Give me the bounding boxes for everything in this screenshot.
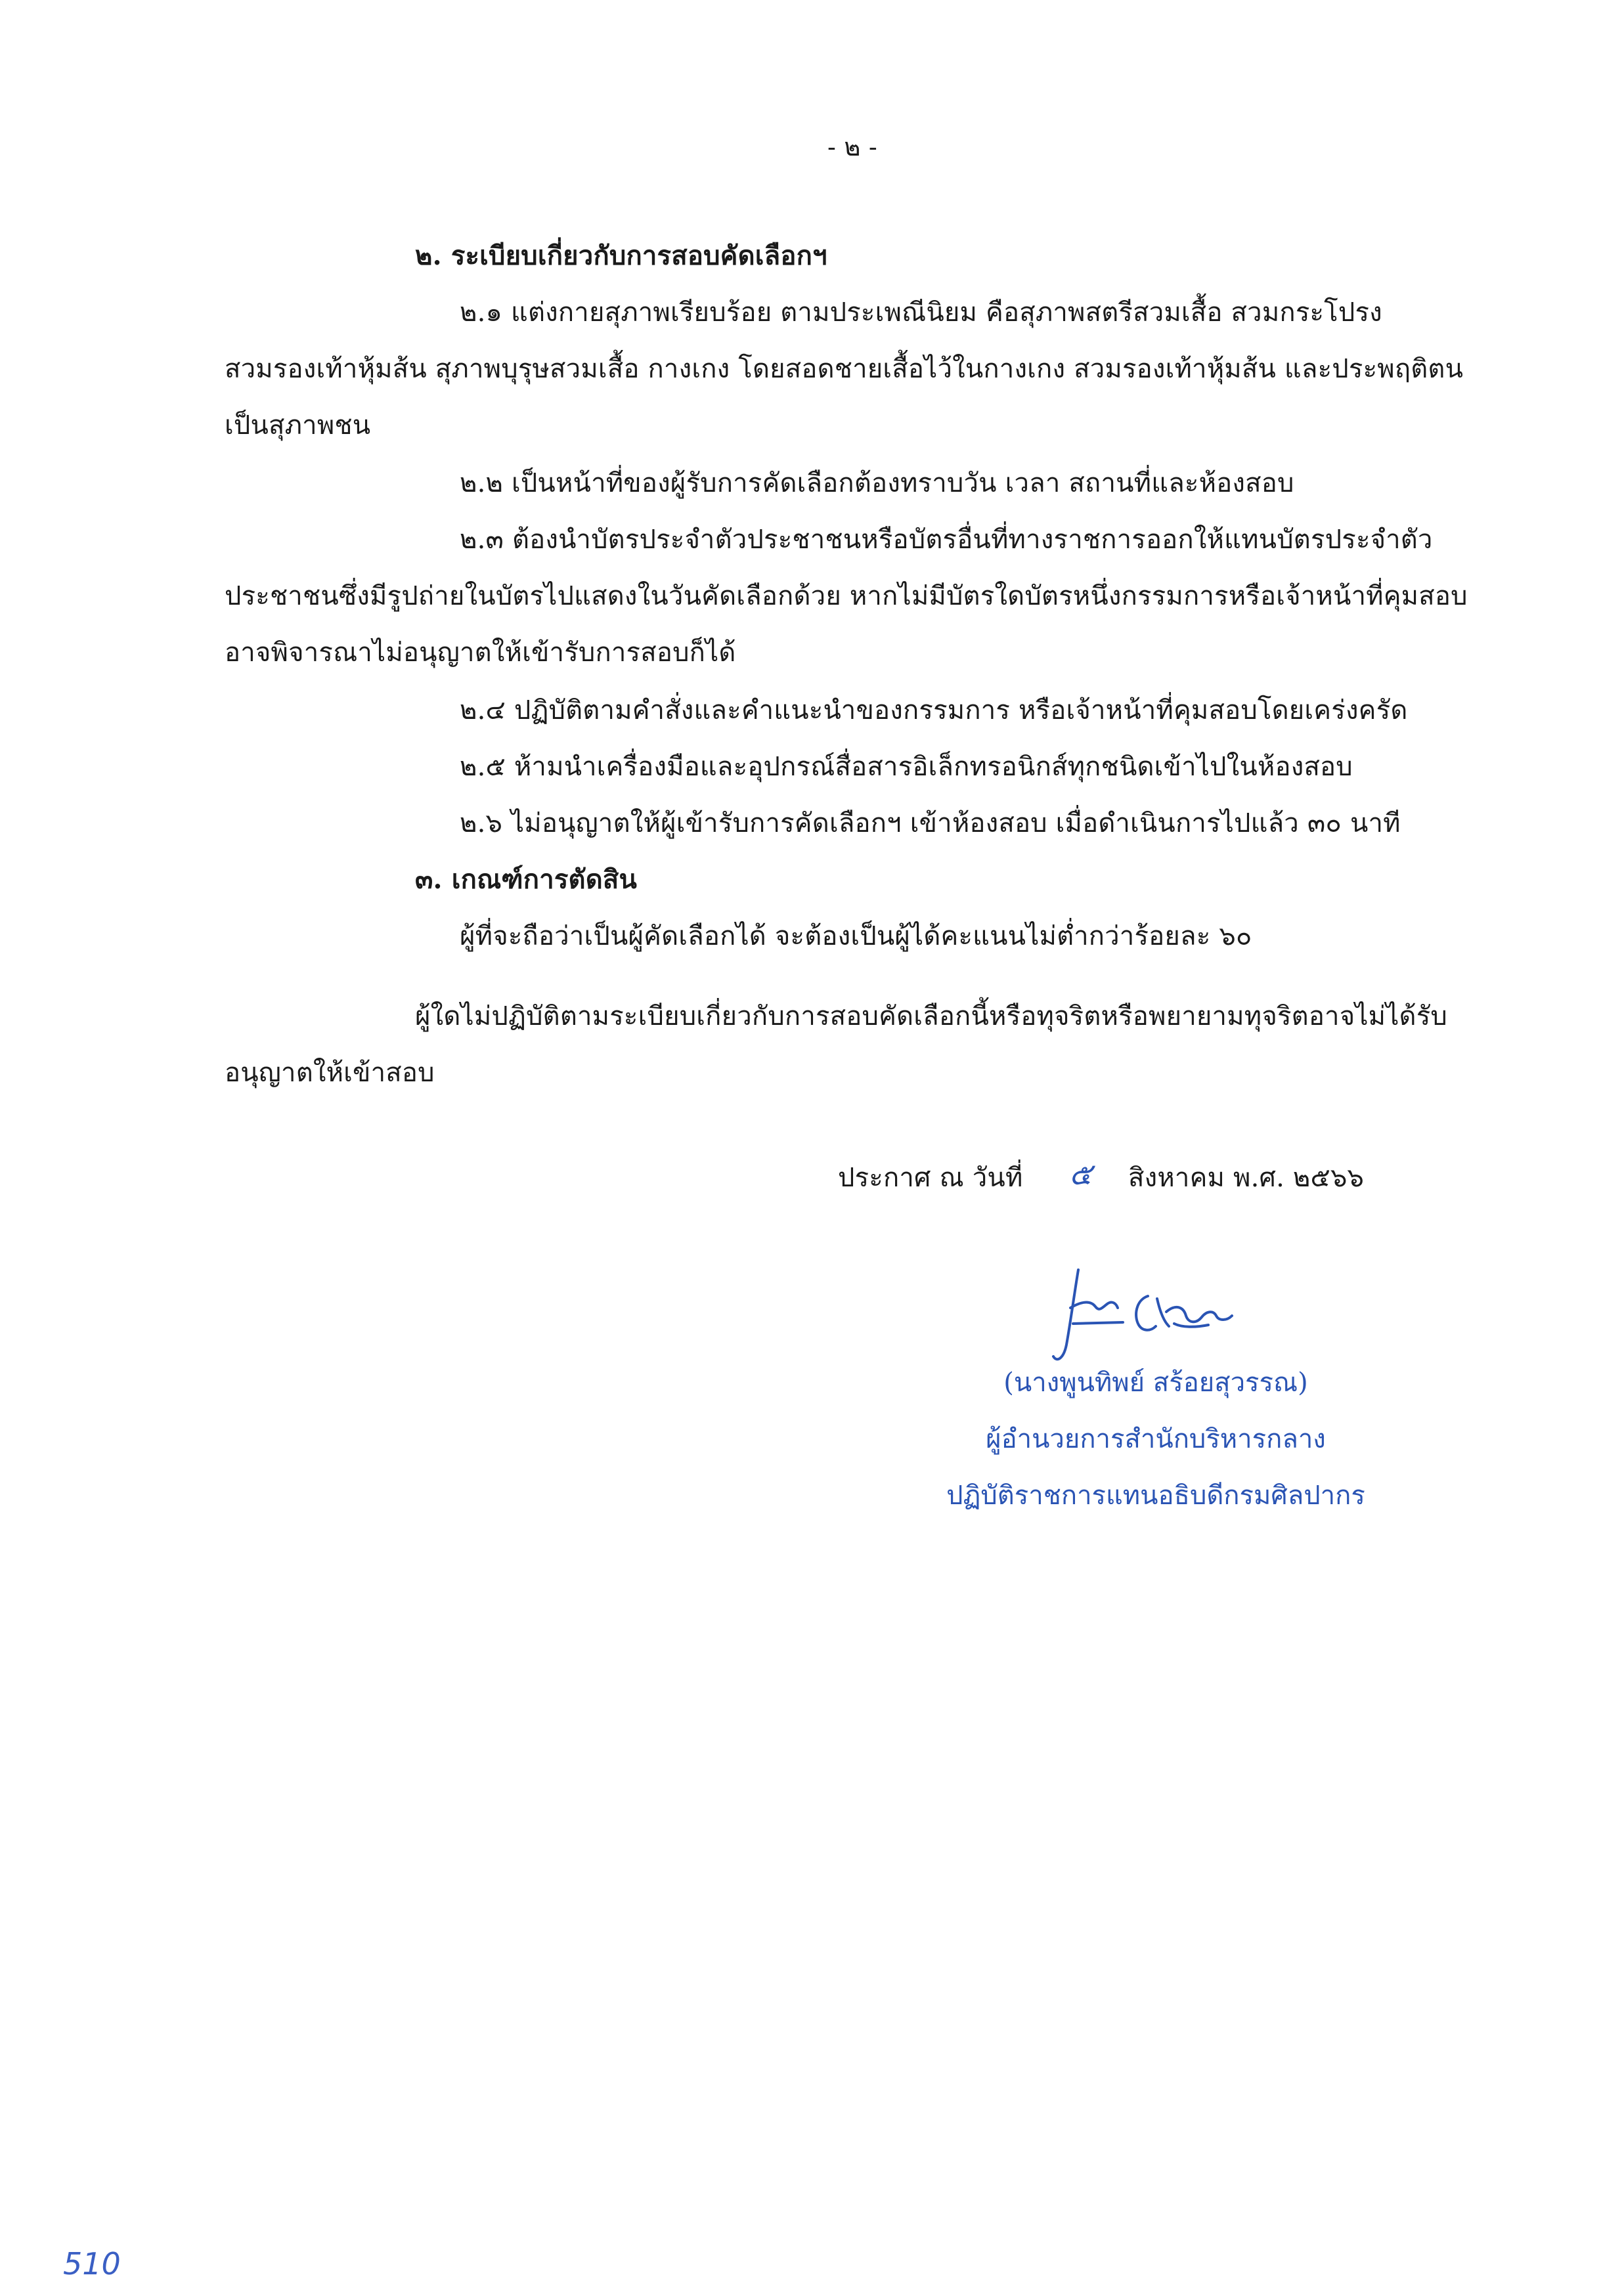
announcement-day: ๕ — [1069, 1156, 1092, 1192]
announcement-prefix: ประกาศ ณ วันที่ — [838, 1163, 1023, 1193]
handwritten-signature — [1044, 1261, 1241, 1372]
item-2-3-line-3: อาจพิจารณาไม่อนุญาตให้เข้ารับการสอบก็ได้ — [225, 638, 736, 668]
section-3-heading: ๓. เกณฑ์การตัดสิน — [415, 864, 638, 895]
signatory-title-1: ผู้อำนวยการสำนักบริหารกลาง — [986, 1424, 1326, 1454]
item-2-4: ๒.๔ ปฏิบัติตามคำสั่งและคำแนะนำของกรรมการ หรือเจ้าหน้าที่คุมสอบโดยเคร่งครัด — [460, 695, 1408, 726]
item-2-5: ๒.๕ ห้ามนำเครื่องมือและอุปกรณ์สื่อสารอิเล็กทรอนิกส์ทุกชนิดเข้าไปในห้องสอบ — [460, 752, 1353, 782]
item-2-6: ๒.๖ ไม่อนุญาตให้ผู้เข้ารับการคัดเลือกฯ เข้าห้องสอบ เมื่อดำเนินการไปแล้ว ๓๐ นาที — [460, 808, 1401, 838]
item-2-1-line-3: เป็นสุภาพชน — [225, 410, 371, 441]
closing-line-2: อนุญาตให้เข้าสอบ — [225, 1058, 435, 1088]
page-number: - ๒ - — [827, 133, 877, 162]
item-2-2: ๒.๒ เป็นหน้าที่ของผู้รับการคัดเลือกต้องทราบวัน เวลา สถานที่และห้องสอบ — [460, 468, 1294, 498]
signatory-name: (นางพูนทิพย์ สร้อยสุวรรณ) — [1003, 1368, 1308, 1398]
announcement-suffix: สิงหาคม พ.ศ. ๒๕๖๖ — [1128, 1163, 1365, 1193]
closing-line-1: ผู้ใดไม่ปฏิบัติตามระเบียบเกี่ยวกับการสอบคัดเลือกนี้หรือทุจริตหรือพยายามทุจริตอาจไม่ได้รับ — [415, 1001, 1447, 1031]
item-2-3-line-1: ๒.๓ ต้องนำบัตรประจำตัวประชาชนหรือบัตรอื่นที่ทางราชการออกให้แทนบัตรประจำตัว — [460, 525, 1433, 555]
item-2-3-line-2: ประชาชนซึ่งมีรูปถ่ายในบัตรไปแสดงในวันคัดเลือกด้วย หากไม่มีบัตรใดบัตรหนึ่งกรรมการหรือเจ้าหน้าที่คุมสอบ — [225, 581, 1468, 611]
item-2-1-line-1: ๒.๑ แต่งกายสุภาพเรียบร้อย ตามประเพณีนิยม คือสุภาพสตรีสวมเสื้อ สวมกระโปรง — [460, 297, 1382, 328]
signatory-title-2: ปฏิบัติราชการแทนอธิบดีกรมศิลปากร — [946, 1481, 1365, 1511]
corner-handwritten-note: 510 — [63, 2246, 121, 2282]
section-3-body: ผู้ที่จะถือว่าเป็นผู้คัดเลือกได้ จะต้องเป็นผู้ได้คะแนนไม่ต่ำกว่าร้อยละ ๖๐ — [460, 921, 1252, 951]
section-2-heading: ๒. ระเบียบเกี่ยวกับการสอบคัดเลือกฯ — [415, 240, 827, 271]
item-2-1-line-2: สวมรองเท้าหุ้มส้น สุภาพบุรุษสวมเสื้อ กางเกง โดยสอดชายเสื้อไว้ในกางเกง สวมรองเท้าหุ้มส้น และประพฤติตน — [225, 354, 1464, 384]
